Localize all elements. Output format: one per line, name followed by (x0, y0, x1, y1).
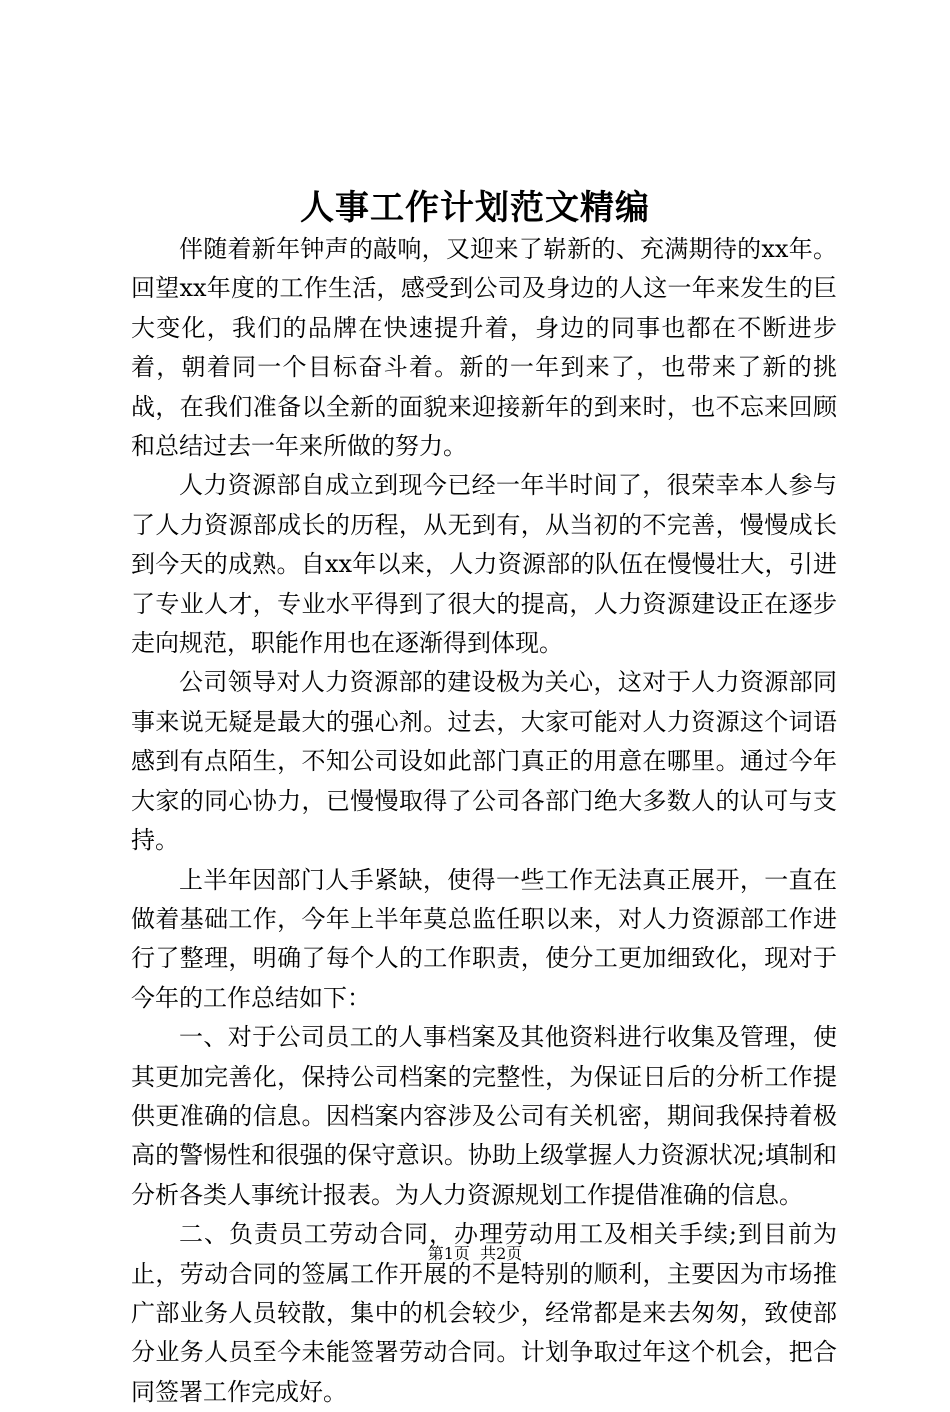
page-number: 第1页 共2页 (427, 1244, 523, 1263)
page-footer (0, 1242, 950, 1266)
paragraph-1: 伴随着新年钟声的敲响，又迎来了崭新的、充满期待的xx年。回望xx年度的工作生活，感受到公司及身边的人这一年来发生的巨大变化，我们的品牌在快速提升着，身边的同事也都在不断进步着，朝着同一个目标奋斗着。新的一年到来了，也带来了新的挑战，在我们准备以全新的面貌来迎接新年的到来时，也不忘来回顾和总结过去一年来所做的努力。 (131, 235, 837, 461)
document-body (131, 230, 837, 1412)
paragraph-5: 一、对于公司员工的人事档案及其他资料进行收集及管理，使其更加完善化，保持公司档案的完整性，为保证日后的分析工作提供更准确的信息。因档案内容涉及公司有关机密，期间我保持着极高的警惕性和很强的保守意识。协助上级掌握人力资源状况;填制和分析各类人事统计报表。为人力资源规划工作提借准确的信息。 (131, 1023, 837, 1209)
paragraph-4: 上半年因部门人手紧缺，使得一些工作无法真正展开，一直在做着基础工作，今年上半年莫总监任职以来，对人力资源部工作进行了整理，明确了每个人的工作职责，使分工更加细致化，现对于今年的工作总结如下： (131, 865, 837, 1012)
paragraph-3: 公司领导对人力资源部的建设极为关心，这对于人力资源部同事来说无疑是最大的强心剂。过去，大家可能对人力资源这个词语感到有点陌生，不知公司设如此部门真正的用意在哪里。通过今年大家的同心协力，已慢慢取得了公司各部门绝大多数人的认可与支持。 (131, 668, 837, 855)
document-title: 人事工作计划范文精编 (300, 188, 650, 228)
paragraph-2: 人力资源部自成立到现今已经一年半时间了，很荣幸本人参与了人力资源部成长的历程，从无到有，从当初的不完善，慢慢成长到今天的成熟。自xx年以来，人力资源部的队伍在慢慢壮大，引进了专业人才，专业水平得到了很大的提高，人力资源建设正在逐步走向规范，职能作用也在逐渐得到体现。 (131, 471, 837, 658)
paragraph-6: 二、负责员工劳动合同，办理劳动用工及相关手续;到目前为止，劳动合同的签属工作开展的不是特别的顺利，主要因为市场推广部业务人员较散，集中的机会较少，经常都是来去匆匆，致使部分业务人员至今未能签署劳动合同。计划争取过年这个机会，把合同签署工作完成好。 (131, 1220, 837, 1406)
